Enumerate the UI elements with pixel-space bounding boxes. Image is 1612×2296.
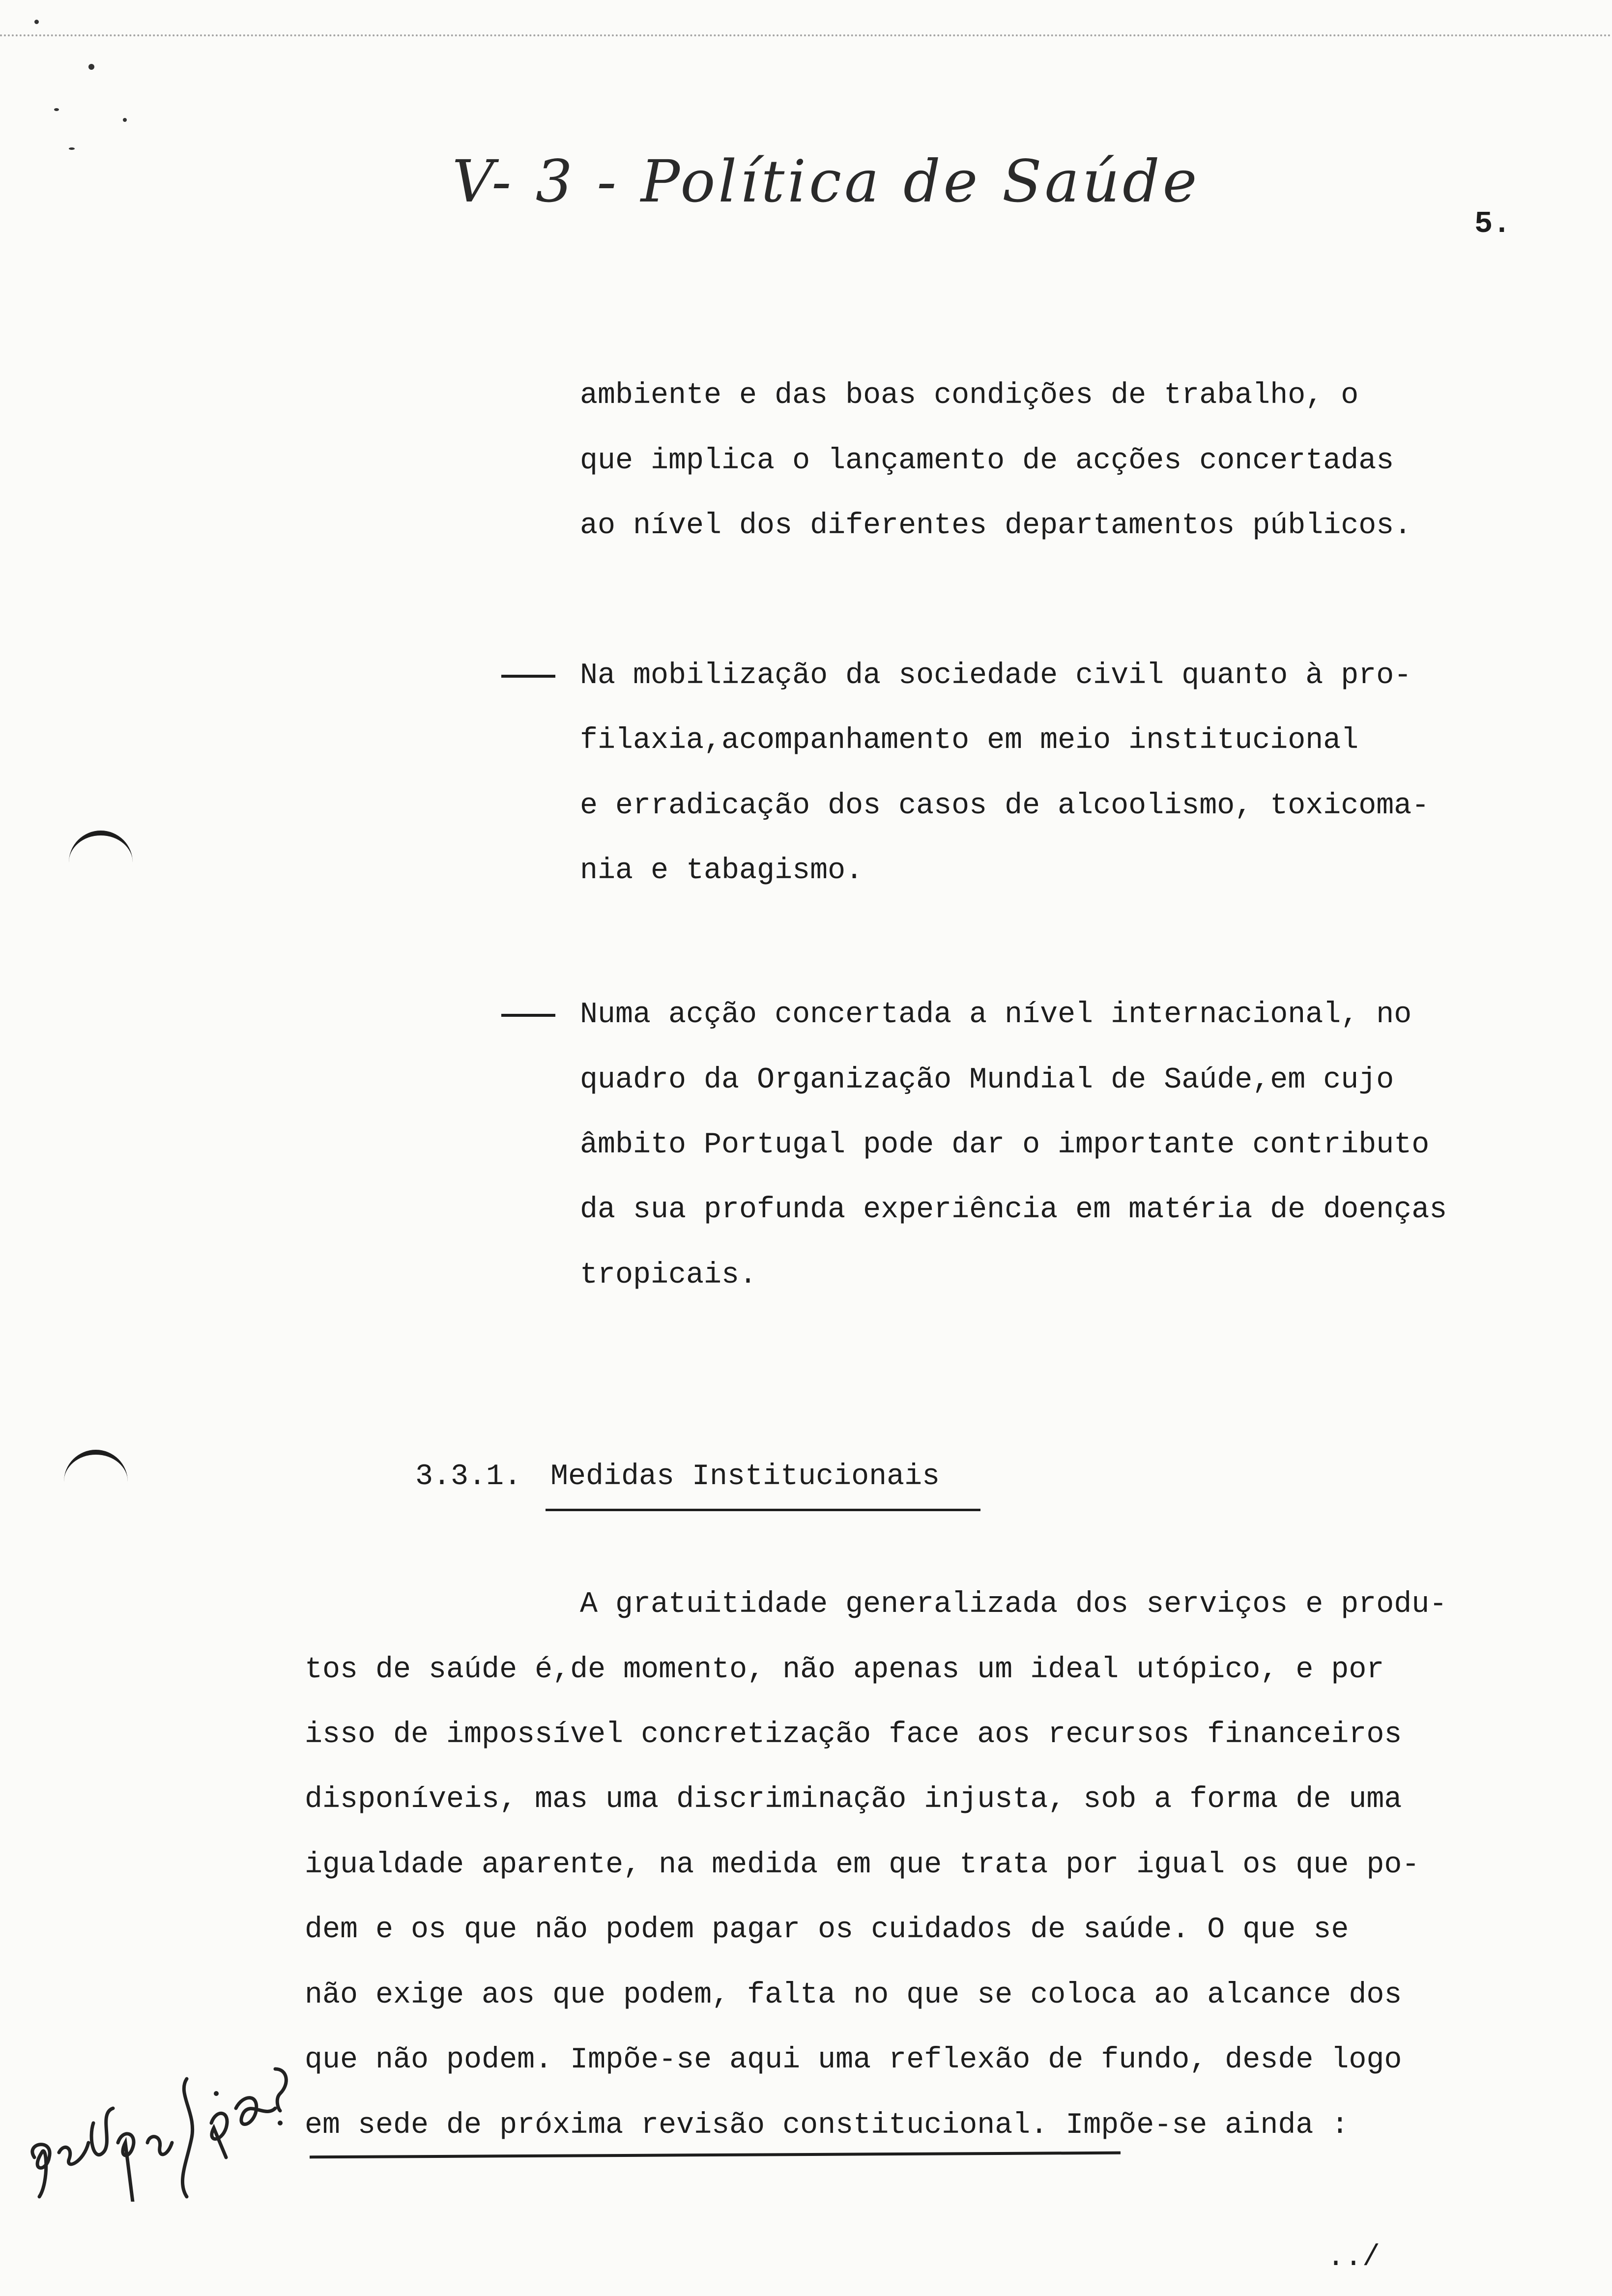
em-dash-bullet [501,1014,555,1017]
text-line: Numa acção concertada a nível internacional, no [580,998,1412,1032]
hole-punch-mark [69,831,133,870]
continuation-mark: ../ [1327,2241,1381,2274]
text-line: âmbito Portugal pode dar o importante contributo [580,1128,1430,1162]
hole-punch-mark [64,1450,128,1489]
scan-speck [69,147,75,150]
text-line: dem e os que não podem pagar os cuidados de saúde. O que se [305,1913,1349,1947]
text-line: em sede de próxima revisão constitucional. Impõe-se ainda : [305,2109,1349,2142]
text-line: ambiente e das boas condições de trabalho, o [580,379,1359,412]
scan-speck [54,108,59,111]
section-title-underline [546,1509,980,1511]
text-line: Na mobilização da sociedade civil quanto à pro- [580,659,1412,692]
scan-speck [34,20,39,24]
handwritten-title: V- 3 - Política de Saúde [452,147,1200,215]
text-line: isso de impossível concretização face aos recursos financeiros [305,1718,1402,1751]
text-line: que não podem. Impõe-se aqui uma reflexão de fundo, desde logo [305,2043,1402,2077]
text-line: tropicais. [580,1259,757,1292]
text-line: nia e tabagismo. [580,854,864,888]
text-line: e erradicação dos casos de alcoolismo, toxicoma- [580,789,1430,823]
handwritten-underline [310,2152,1121,2159]
text-line: quadro da Organização Mundial de Saúde,em cujo [580,1063,1394,1097]
text-line: A gratuitidade generalizada dos serviços e produ- [580,1588,1447,1621]
scan-speck [123,118,127,122]
text-line: não exige aos que podem, falta no que se coloca ao alcance dos [305,1979,1402,2012]
text-line: ao nível dos diferentes departamentos públicos. [580,509,1412,543]
em-dash-bullet [501,675,555,678]
section-title: Medidas Institucionais [550,1460,940,1493]
text-line: tos de saúde é,de momento, não apenas um ideal utópico, e por [305,1653,1384,1687]
text-line: que implica o lançamento de acções concertadas [580,444,1394,478]
section-number: 3.3.1. [415,1460,522,1493]
scan-speck [88,64,94,70]
text-line: disponíveis, mas uma discriminação injusta, sob a forma de uma [305,1783,1402,1816]
text-line: da sua profunda experiência em matéria de doenças [580,1193,1447,1227]
text-line: filaxia,acompanhamento em meio institucional [580,724,1359,757]
page-number: 5. [1474,206,1511,241]
text-line: igualdade aparente, na medida em que trata por igual os que po- [305,1848,1420,1882]
margin-note-handwriting [20,1995,295,2202]
scan-top-border [0,34,1612,36]
